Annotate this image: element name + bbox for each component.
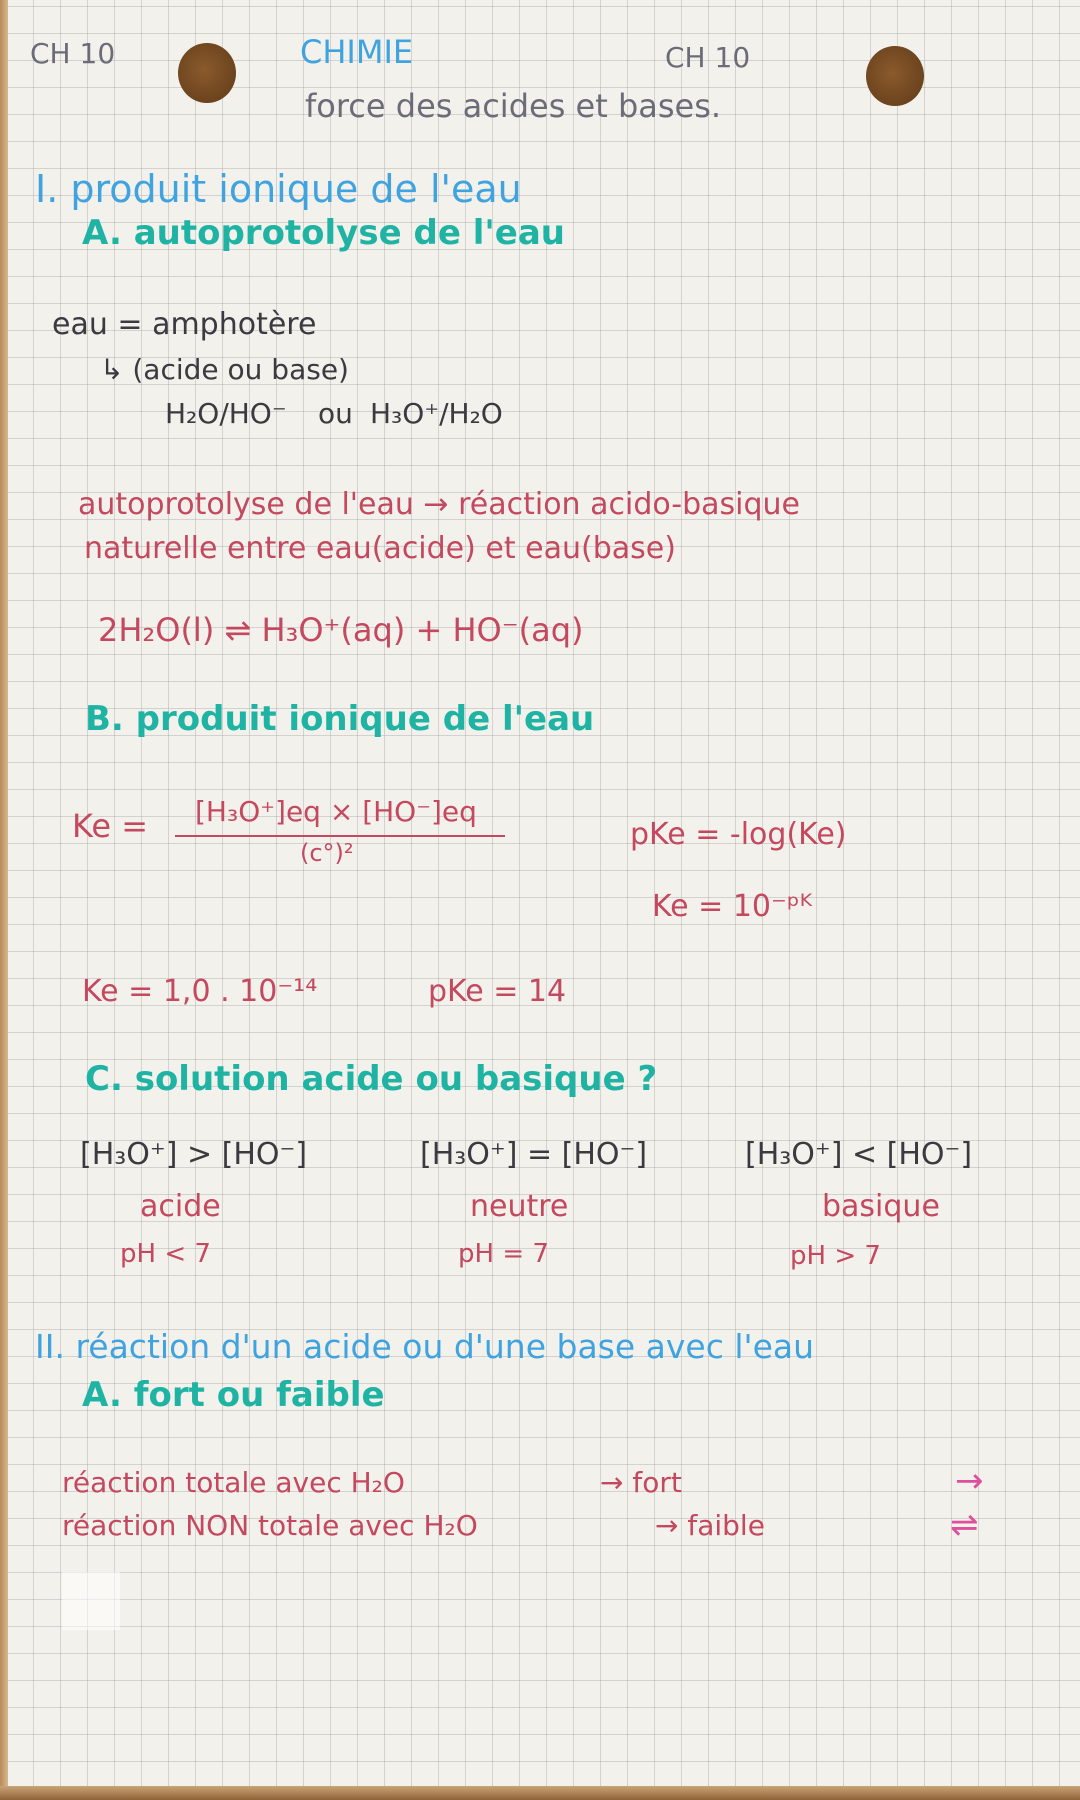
autoprotolyse-def-line-2: naturelle entre eau(acide) et eau(base) [84,531,676,566]
pke-definition: pKe = -log(Ke) [630,817,847,852]
weak-reaction-result: → faible [655,1509,765,1542]
section-1-title: I. produit ionique de l'eau [35,167,522,211]
case-basic-relation: [H₃O⁺] < [HO⁻] [745,1137,973,1172]
fraction-bar [175,835,505,837]
subject-title: CHIMIE [300,33,414,71]
couple-h2o-ho: H₂O/HO⁻ [165,397,287,430]
couple-h3o-h2o: H₃O⁺/H₂O [370,397,503,430]
punch-hole-left [178,43,236,103]
strong-reaction-result: → fort [600,1466,682,1499]
page-subtitle: force des acides et bases. [305,87,722,125]
weak-equilibrium-arrow-icon: ⇌ [950,1505,979,1545]
ke-denominator: (c°)² [300,839,354,867]
case-neutral-ph: pH = 7 [458,1239,549,1269]
case-acid-relation: [H₃O⁺] > [HO⁻] [80,1137,308,1172]
case-basic-ph: pH > 7 [790,1241,881,1271]
section-2-title: II. réaction d'un acide ou d'une base avec l'eau [35,1327,815,1366]
acid-base-line: ↳ (acide ou base) [100,353,349,386]
punch-hole-right [866,46,924,106]
strong-reaction-text: réaction totale avec H₂O [62,1466,405,1499]
subsection-c-title: C. solution acide ou basique ? [85,1059,658,1099]
case-acid-ph: pH < 7 [120,1239,211,1269]
weak-reaction-text: réaction NON totale avec H₂O [62,1509,478,1542]
pke-value: pKe = 14 [428,974,567,1009]
ke-lhs: Ke = [72,807,149,845]
subsection-a-title: A. autoprotolyse de l'eau [82,213,565,253]
paper-edge-left [0,0,8,1800]
chapter-label-left: CH 10 [30,37,116,70]
ke-value: Ke = 1,0 . 10⁻¹⁴ [82,974,318,1009]
case-neutral-relation: [H₃O⁺] = [HO⁻] [420,1137,648,1172]
ke-numerator: [H₃O⁺]eq × [HO⁻]eq [195,795,477,828]
autoprotolyse-def-line-1: autoprotolyse de l'eau → réaction acido-basique [78,487,801,522]
section-2-subsection-a-title: A. fort ou faible [82,1375,385,1415]
amphoter-line: eau = amphotère [52,307,317,342]
paper-edge-bottom [0,1786,1080,1800]
autoprotolyse-equation: 2H₂O(l) ⇌ H₃O⁺(aq) + HO⁻(aq) [98,611,584,649]
chapter-label-right: CH 10 [665,41,751,74]
case-basic-label: basique [822,1189,940,1224]
ke-from-pk: Ke = 10⁻ᵖᴷ [652,889,813,924]
case-neutral-label: neutre [470,1189,569,1224]
strong-arrow-icon: → [955,1461,984,1501]
couple-or: ou [318,397,353,430]
case-acid-label: acide [140,1189,221,1224]
paper-patch [62,1572,120,1630]
subsection-b-title: B. produit ionique de l'eau [85,699,595,739]
